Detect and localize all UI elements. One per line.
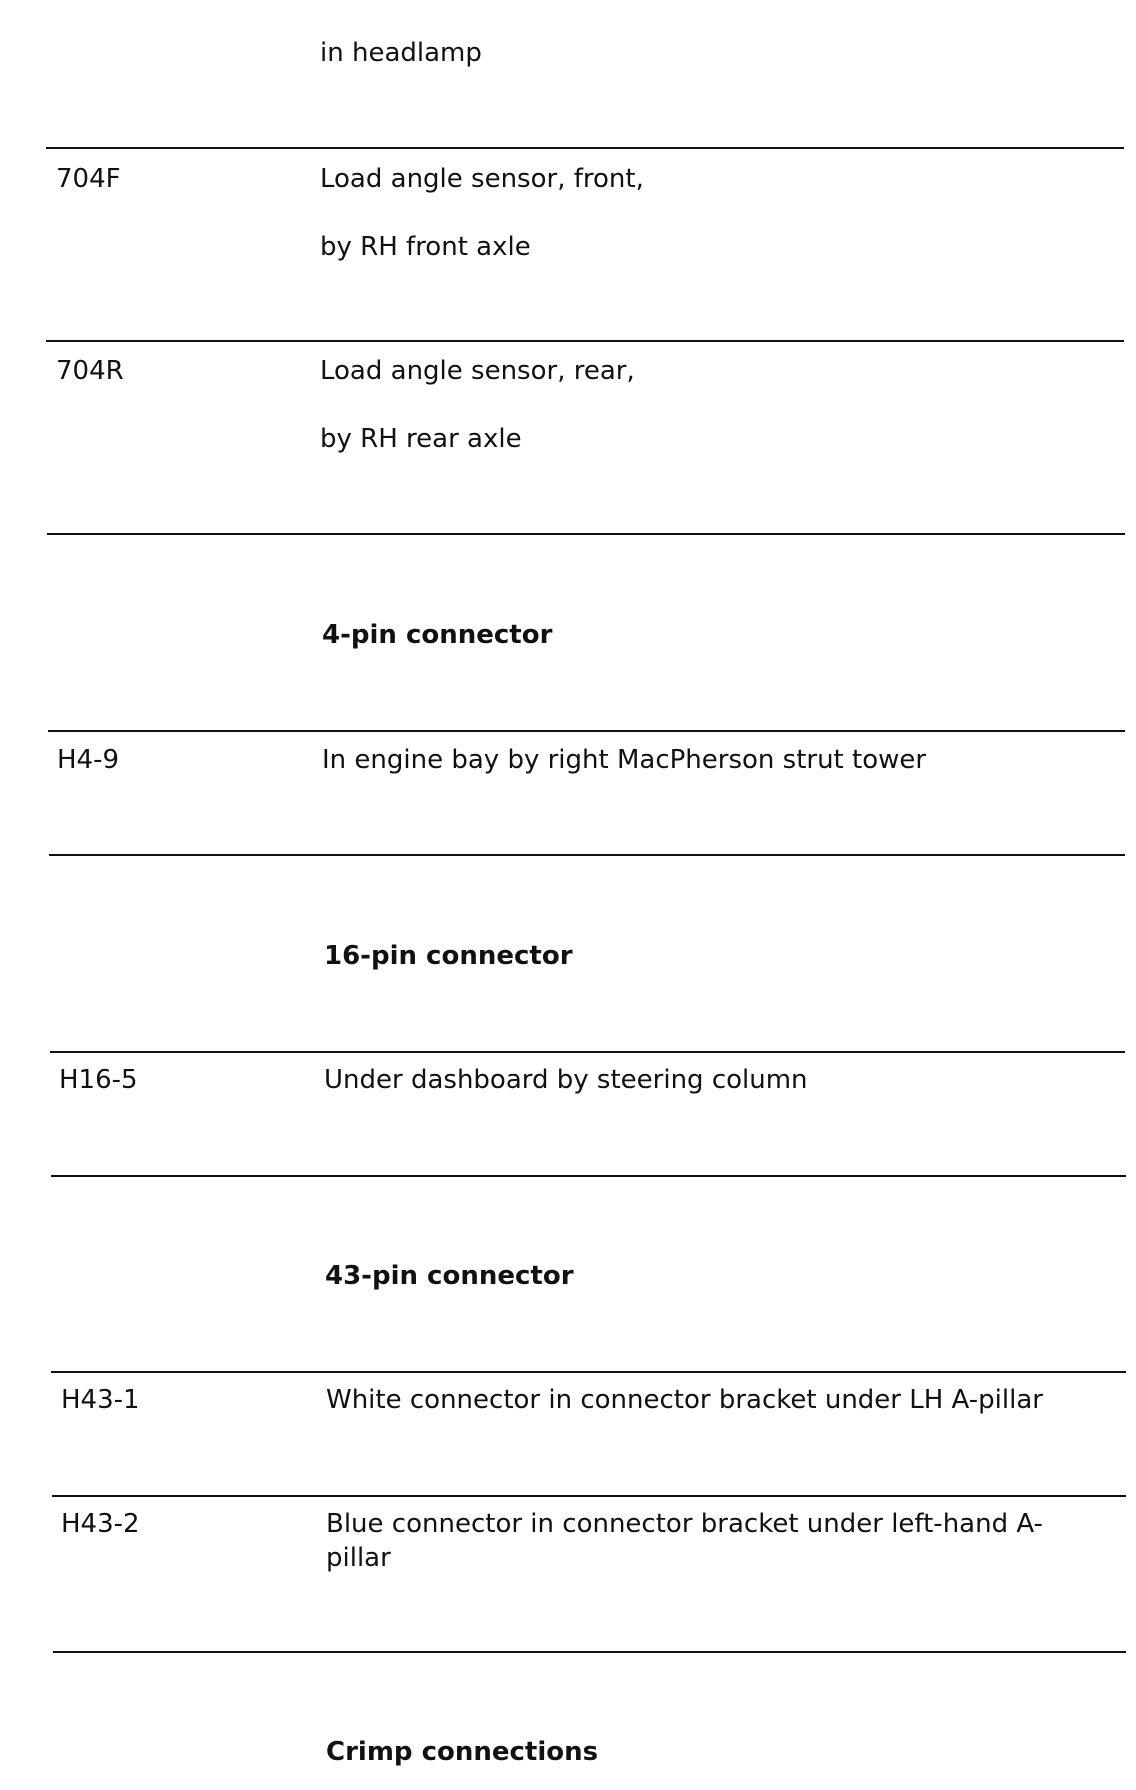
table-divider [52, 1495, 1126, 1497]
table-divider [47, 533, 1125, 535]
table-divider [51, 1175, 1126, 1177]
connector-code: 704F [56, 164, 121, 194]
connector-code: H43-2 [61, 1509, 140, 1539]
section-heading: 4-pin connector [322, 620, 553, 650]
table-divider [49, 854, 1125, 856]
connector-description: pillar [326, 1543, 391, 1573]
table-divider [50, 1051, 1125, 1053]
section-heading: Crimp connections [326, 1737, 599, 1767]
connector-code: H43-1 [61, 1385, 140, 1415]
table-divider [51, 1371, 1126, 1373]
table-divider [53, 1651, 1126, 1653]
section-heading: 43-pin connector [325, 1261, 574, 1291]
section-heading: 16-pin connector [324, 941, 573, 971]
table-divider [46, 340, 1124, 342]
connector-code: H4-9 [57, 745, 120, 775]
connector-description: Under dashboard by steering column [324, 1065, 808, 1095]
continuation-text: in headlamp [320, 38, 482, 68]
connector-code: 704R [56, 356, 124, 386]
connector-description: In engine bay by right MacPherson strut tower [322, 745, 927, 775]
connector-description: Load angle sensor, rear, [320, 356, 635, 386]
table-divider [46, 147, 1124, 149]
table-divider [48, 730, 1125, 732]
connector-description: by RH front axle [320, 232, 531, 262]
connector-description: White connector in connector bracket under LH A-pillar [326, 1385, 1043, 1415]
connector-description: Blue connector in connector bracket under left-hand A- [326, 1509, 1043, 1539]
connector-description: Load angle sensor, front, [320, 164, 644, 194]
connector-code: H16-5 [59, 1065, 138, 1095]
connector-description: by RH rear axle [320, 424, 522, 454]
